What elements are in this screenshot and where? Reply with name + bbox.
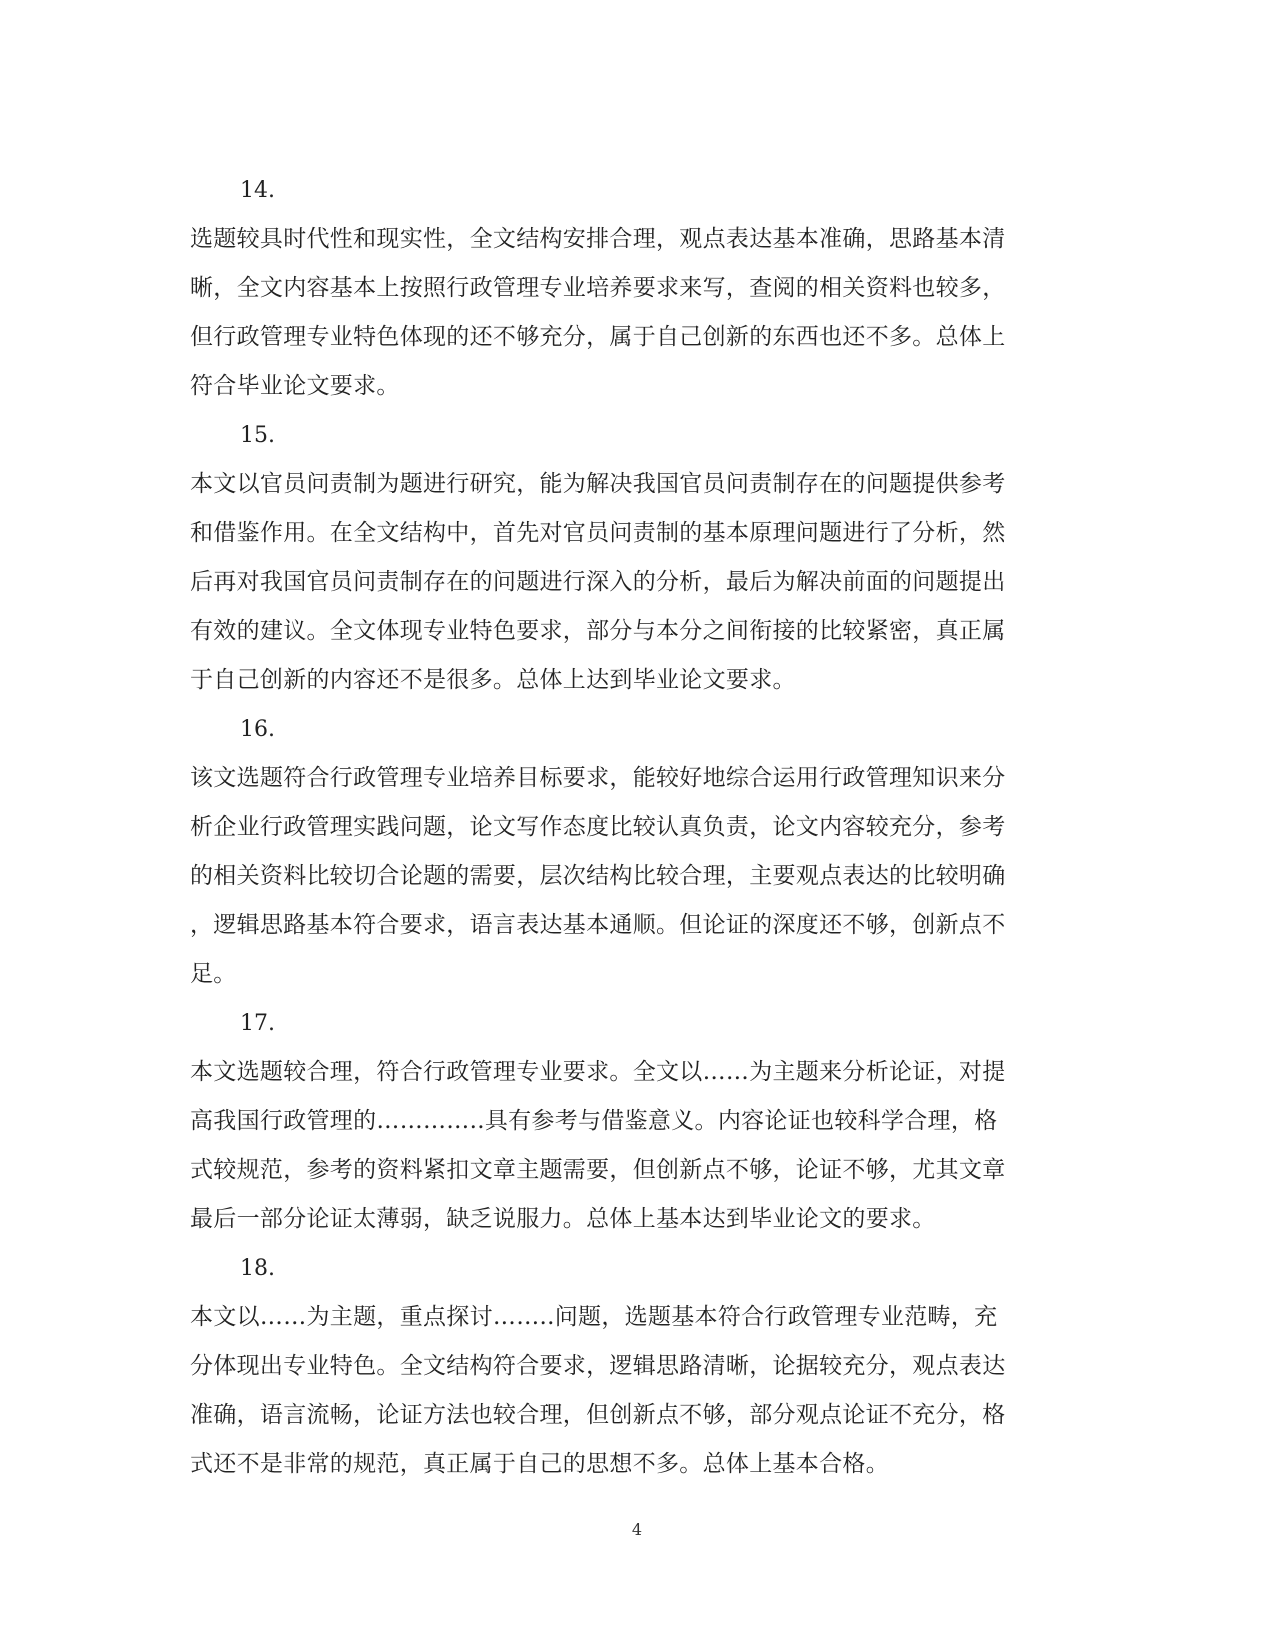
entry-number: 16. [240, 717, 275, 742]
entry-16 [190, 705, 1070, 999]
paragraph-line: 本文选题较合理，符合行政管理专业要求。全文以……为主题来分析论证，对提 [190, 1059, 1006, 1085]
paragraph-line: 析企业行政管理实践问题，论文写作态度比较认真负责，论文内容较充分，参考 [190, 814, 1006, 840]
entry-14 [190, 166, 1070, 411]
entry-number: 18. [240, 1256, 275, 1281]
paragraph-line: 本文以……为主题，重点探讨……..问题，选题基本符合行政管理专业范畴，充 [190, 1304, 998, 1330]
paragraph-line: 符合毕业论文要求。 [190, 373, 400, 399]
paragraph-line: 选题较具时代性和现实性，全文结构安排合理，观点表达基本准确，思路基本清 [190, 226, 1006, 252]
entry-number: 14. [240, 178, 275, 203]
paragraph-line: 有效的建议。全文体现专业特色要求，部分与本分之间衔接的比较紧密，真正属 [190, 618, 1006, 644]
paragraph-line: 该文选题符合行政管理专业培养目标要求，能较好地综合运用行政管理知识来分 [190, 765, 1006, 791]
paragraph-line: 和借鉴作用。在全文结构中，首先对官员问责制的基本原理问题进行了分析，然 [190, 520, 1006, 546]
paragraph-line: 的相关资料比较切合论题的需要，层次结构比较合理，主要观点表达的比较明确 [190, 863, 1006, 889]
entry-paragraph [190, 754, 1070, 999]
entry-number: 17. [240, 1011, 275, 1036]
document-body [190, 166, 1070, 1489]
entry-15 [190, 411, 1070, 705]
paragraph-line: 本文以官员问责制为题进行研究，能为解决我国官员问责制存在的问题提供参考 [190, 471, 1006, 497]
paragraph-line: ，逻辑思路基本符合要求，语言表达基本通顺。但论证的深度还不够，创新点不 [190, 912, 1006, 938]
paragraph-line: 但行政管理专业特色体现的还不够充分，属于自己创新的东西也还不多。总体上 [190, 324, 1006, 350]
entry-paragraph [190, 1048, 1070, 1244]
page-number: 4 [631, 1520, 643, 1539]
paragraph-line: 晰，全文内容基本上按照行政管理专业培养要求来写，查阅的相关资料也较多， [190, 275, 1006, 301]
paragraph-line: 准确，语言流畅，论证方法也较合理，但创新点不够，部分观点论证不充分，格 [190, 1402, 1006, 1428]
paragraph-line: 式较规范，参考的资料紧扣文章主题需要，但创新点不够，论证不够，尤其文章 [190, 1157, 1006, 1183]
entry-18 [190, 1244, 1070, 1489]
paragraph-line: 式还不是非常的规范，真正属于自己的思想不多。总体上基本合格。 [190, 1451, 889, 1477]
paragraph-line: 于自己创新的内容还不是很多。总体上达到毕业论文要求。 [190, 667, 796, 693]
paragraph-line: 足。 [190, 961, 237, 987]
entry-paragraph [190, 1293, 1070, 1489]
paragraph-line: 最后一部分论证太薄弱，缺乏说服力。总体上基本达到毕业论文的要求。 [190, 1206, 936, 1232]
entry-paragraph [190, 215, 1070, 411]
paragraph-line: 分体现出专业特色。全文结构符合要求，逻辑思路清晰，论据较充分，观点表达 [190, 1353, 1006, 1379]
entry-paragraph [190, 460, 1070, 705]
paragraph-line: 高我国行政管理的…………..具有参考与借鉴意义。内容论证也较科学合理，格 [190, 1108, 998, 1134]
entry-17 [190, 999, 1070, 1244]
paragraph-line: 后再对我国官员问责制存在的问题进行深入的分析，最后为解决前面的问题提出 [190, 569, 1006, 595]
entry-number: 15. [240, 423, 275, 448]
